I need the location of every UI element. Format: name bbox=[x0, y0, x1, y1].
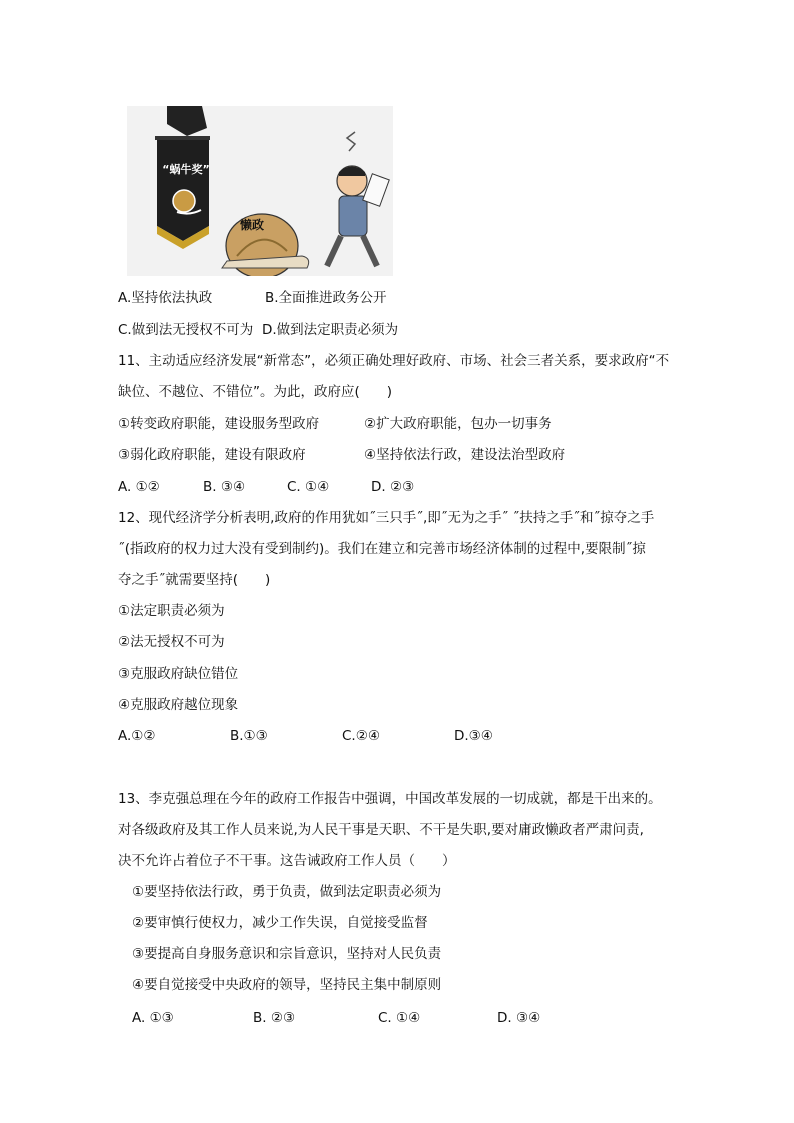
q11-statement-4: ④坚持依法行政，建设法治型政府 bbox=[364, 447, 566, 463]
banner-label: “蜗牛奖” bbox=[162, 163, 210, 176]
q13-option-b: B. ②③ bbox=[253, 1010, 296, 1026]
q12-option-a: A.①② bbox=[118, 728, 156, 744]
q12-stem-line-1: 12、现代经济学分析表明,政府的作用犹如˝三只手˝,即˝无为之手˝ ˝扶持之手˝和˝掠夺之手 bbox=[118, 510, 655, 526]
q11-option-a: A. ①② bbox=[118, 479, 160, 495]
q11-option-d: D. ②③ bbox=[371, 479, 415, 495]
q11-statement-3: ③弱化政府职能，建设有限政府 bbox=[118, 447, 306, 463]
q13-statement-4: ④要自觉接受中央政府的领导，坚持民主集中制原则 bbox=[132, 977, 442, 993]
q12-statement-3: ③克服政府缺位错位 bbox=[118, 666, 239, 682]
q11-stem-line-2: 缺位、不越位、不错位”。为此，政府应( ) bbox=[118, 384, 393, 400]
q10-option-a: A.坚持依法执政 bbox=[118, 290, 213, 306]
q13-statement-3: ③要提高自身服务意识和宗旨意识，坚持对人民负责 bbox=[132, 946, 442, 962]
q13-statement-1: ①要坚持依法行政，勇于负责，做到法定职责必须为 bbox=[132, 884, 442, 900]
q11-statement-2: ②扩大政府职能，包办一切事务 bbox=[364, 416, 552, 432]
q11-option-b: B. ③④ bbox=[203, 479, 246, 495]
q13-option-a: A. ①③ bbox=[132, 1010, 174, 1026]
cartoon-illustration bbox=[127, 106, 393, 276]
q12-option-b: B.①③ bbox=[230, 728, 268, 744]
q12-statement-1: ①法定职责必须为 bbox=[118, 603, 225, 619]
q13-statement-2: ②要审慎行使权力，减少工作失误，自觉接受监督 bbox=[132, 915, 428, 931]
q10-option-c: C.做到法无授权不可为 bbox=[118, 322, 254, 338]
q13-option-c: C. ①④ bbox=[378, 1010, 421, 1026]
q12-statement-2: ②法无授权不可为 bbox=[118, 634, 225, 650]
q13-stem-line-3: 决不允许占着位子不干事。这告诫政府工作人员（ ） bbox=[118, 853, 456, 869]
shell-label: 懒政 bbox=[240, 218, 265, 232]
q11-statement-1: ①转变政府职能，建设服务型政府 bbox=[118, 416, 320, 432]
q12-option-d: D.③④ bbox=[454, 728, 493, 744]
q12-option-c: C.②④ bbox=[342, 728, 380, 744]
q12-statement-4: ④克服政府越位现象 bbox=[118, 697, 239, 713]
q11-option-c: C. ①④ bbox=[287, 479, 330, 495]
q12-stem-line-2: ˝(指政府的权力过大没有受到制约)。我们在建立和完善市场经济体制的过程中,要限制˝掠 bbox=[118, 541, 646, 557]
q12-stem-line-3: 夺之手˝就需要坚持( ) bbox=[118, 572, 271, 588]
q10-option-d: D.做到法定职责必须为 bbox=[262, 322, 399, 338]
q13-stem-line-2: 对各级政府及其工作人员来说,为人民干事是天职、不干是失职,要对庸政懒政者严肃问责, bbox=[118, 822, 644, 838]
q10-option-b: B.全面推进政务公开 bbox=[265, 290, 387, 306]
q13-option-d: D. ③④ bbox=[497, 1010, 541, 1026]
q11-stem-line-1: 11、主动适应经济发展“新常态”，必须正确处理好政府、市场、社会三者关系，要求政府“不 bbox=[118, 353, 670, 369]
q13-stem-line-1: 13、李克强总理在今年的政府工作报告中强调，中国改革发展的一切成就，都是干出来的。 bbox=[118, 791, 662, 807]
